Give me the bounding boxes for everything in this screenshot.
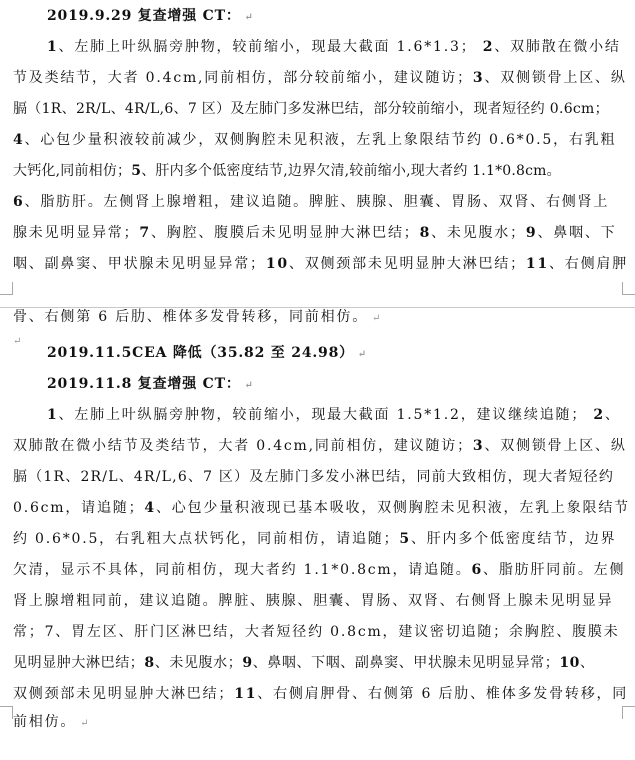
doc-line: 膈（1R、2R/L、4R/L,6、7 区）及左肺门多发淋巴结，部分较前缩小，现者短径约 0.6cm；: [13, 101, 609, 117]
paragraph-mark-icon: ↵: [244, 12, 254, 23]
doc-line: 双侧颈部未见明显肿大淋巴结；11、右侧肩胛骨、右侧第 6 后肋、椎体多发骨转移，同: [13, 686, 629, 702]
cea-heading: 2019.11.5CEA 降低（35.82 至 24.98） ↵: [47, 345, 367, 361]
doc-line: 双肺散在微小结节及类结节，大者 0.4cm,同前相仿，建议随访；3、双侧锁骨上区、纵: [13, 438, 627, 454]
document-page-1: [0, 0, 635, 307]
doc-line: 4、心包少量积液较前减少，双侧胸腔未见积液，左乳上象限结节约 0.6*0.5，右乳粗: [13, 132, 617, 148]
doc-line: 大钙化,同前相仿；5、肝内多个低密度结节,边界欠清,较前缩小,现大者约 1.1*0.8cm。: [13, 163, 561, 179]
paragraph-mark-icon: ↵: [357, 349, 367, 360]
doc-line: 节及类结节，大者 0.4cm,同前相仿，部分较前缩小，建议随访；3、双侧锁骨上区、纵: [13, 70, 627, 86]
doc-line: 常；7、胃左区、肝门区淋巴结，大者短径约 0.8cm，建议密切追随；余胸腔、腹膜未: [13, 624, 620, 640]
doc-line: 见明显肿大淋巴结；8、未见腹水；9、鼻咽、下咽、副鼻窦、甲状腺未见明显异常；10、: [13, 655, 595, 671]
doc-line: 前相仿。 ↵: [13, 714, 89, 730]
paragraph-mark-icon: ↵: [244, 380, 254, 391]
doc-line: 咽、副鼻窦、甲状腺未见明显异常；10、双侧颈部未见明显肿大淋巴结；11、右侧肩胛: [13, 256, 628, 272]
doc-line: 骨、右侧第 6 后肋、椎体多发骨转移，同前相仿。 ↵: [13, 309, 381, 325]
doc-line: 6、脂肪肝。左侧肾上腺增粗，建议追随。脾脏、胰腺、胆囊、胃肠、双肾、右侧肾上: [13, 194, 610, 210]
doc-line: 肾上腺增粗同前，建议追随。脾脏、胰腺、胆囊、胃肠、双肾、右侧肾上腺未见明显异: [13, 593, 614, 609]
document-page-2: [0, 309, 635, 760]
doc-line: 腺未见明显异常；7、胸腔、腹膜后未见明显肿大淋巴结；8、未见腹水；9、鼻咽、下: [13, 225, 617, 241]
doc-line: 约 0.6*0.5，右乳粗大点状钙化，同前相仿，请追随；5、肝内多个低密度结节，边界: [13, 531, 617, 547]
page-corner-mark: [622, 706, 635, 719]
paragraph-mark-icon: ↵: [13, 336, 22, 347]
doc-line: 欠清，显示不具体，同前相仿，现大者约 1.1*0.8cm，请追随。6、脂肪肝同前。左侧: [13, 562, 626, 578]
page-corner-mark: [622, 282, 635, 295]
doc-line: 0.6cm，请追随；4、心包少量积液现已基本吸收，双侧胸腔未见积液，左乳上象限结节: [13, 500, 630, 516]
section2-heading: 2019.11.8 复查增强 CT： ↵: [47, 376, 254, 392]
section1-heading: 2019.9.29 复查增强 CT： ↵: [47, 8, 254, 24]
doc-line: 1、左肺上叶纵膈旁肿物，较前缩小，现最大截面 1.5*1.2，建议继续追随； 2、: [47, 407, 621, 423]
paragraph-mark-icon: ↵: [80, 718, 89, 729]
page-corner-mark: [0, 282, 13, 295]
doc-line: 膈（1R、2R/L、4R/L,6、7 区）及左肺门多发小淋巴结，同前大致相仿，现大者短径约: [13, 469, 615, 485]
paragraph-mark-icon: ↵: [372, 313, 381, 324]
page-corner-mark: [0, 706, 13, 719]
doc-line: 1、左肺上叶纵膈旁肿物，较前缩小，现最大截面 1.6*1.3； 2、双肺散在微小结: [47, 39, 621, 55]
